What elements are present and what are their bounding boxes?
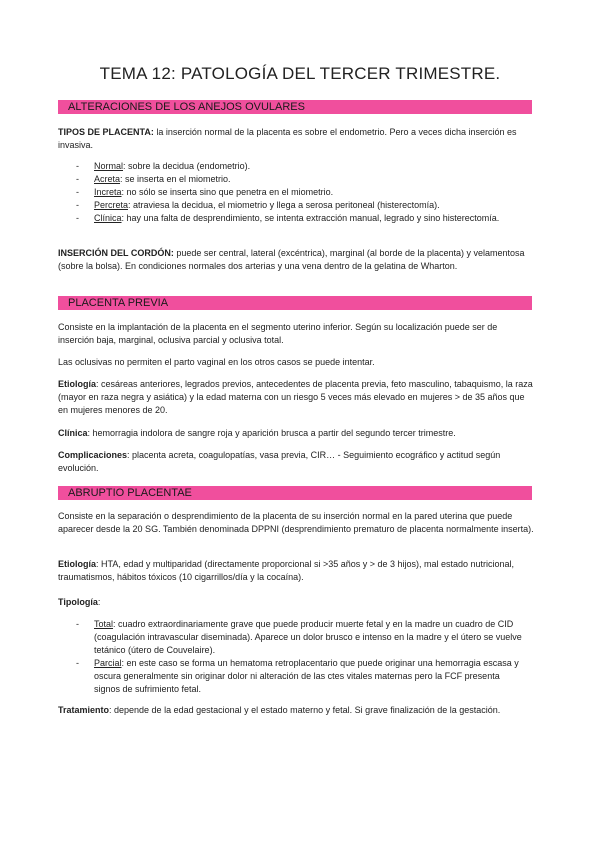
list-term: Percreta xyxy=(94,200,129,210)
list-text: : no sólo se inserta sino que penetra en el miometrio. xyxy=(121,187,334,197)
paragraph-abruptio-intro: Consiste en la separación o desprendimiento de la placenta de su inserción normal en la pared uterina que puede aparecer desde la 20 SG. También denominada DPPNI (desprendimiento prematuro de placenta normalmente inserta). xyxy=(58,511,534,534)
paragraph-complicaciones xyxy=(58,449,534,475)
section-heading-text: ALTERACIONES DE LOS ANEJOS OVULARES xyxy=(68,101,305,113)
page-title: TEMA 12: PATOLOGÍA DEL TERCER TRIMESTRE. xyxy=(99,64,501,83)
list-text: : hay una falta de desprendimiento, se intenta extracción manual, legrado y sino histerectomía. xyxy=(121,213,500,223)
paragraph-tipos-placenta xyxy=(58,126,534,152)
section-heading-anejos xyxy=(58,100,532,114)
paragraph-etiologia-abruptio xyxy=(58,558,534,584)
paragraph-oclusivas: Las oclusivas no permiten el parto vaginal en los otros casos se puede intentar. xyxy=(58,357,375,367)
text-complicaciones: : placenta acreta, coagulopatías, vasa previa, CIR… - Seguimiento ecográfico y actitud según evolución. xyxy=(58,450,501,473)
paragraph-etiologia-previa xyxy=(58,378,534,417)
list-text: : cuadro extraordinariamente grave que puede producir muerte fetal y en la madre un cuadro de CID (coagulación intravascular diseminada). Aparece un dolor brusco e intenso en la madre y el útero se vuelve tetánico (útero de Couvelaire). xyxy=(94,619,522,655)
paragraph-placenta-previa-intro: Consiste en la implantación de la placenta en el segmento uterino inferior. Según su localización puede ser de inserción baja, marginal, oclusiva parcial y oclusiva total. xyxy=(58,322,498,345)
list-term: Increta xyxy=(94,187,122,197)
text-tratamiento: : depende de la edad gestacional y el estado materno y fetal. Si grave finalización de la gestación. xyxy=(109,705,501,715)
list-term: Normal xyxy=(94,161,124,171)
label-tipos-placenta: TIPOS DE PLACENTA: xyxy=(58,127,154,137)
list-term: Clínica xyxy=(94,213,122,223)
list-text: : se inserta en el miometrio. xyxy=(120,174,231,184)
text-etiologia: : cesáreas anteriores, legrados previos, antecedentes de placenta previa, feto masculino, tabaquismo, la raza (mayor en raza negra y asiática) y la edad materna con un riesgo 5 veces más elevado en mujeres > de 35 años que en mujeres menores de 20. xyxy=(58,379,533,415)
list-text: : sobre la decidua (endometrio). xyxy=(123,161,251,171)
paragraph-tipologia xyxy=(58,596,534,609)
paragraph-clinica-previa xyxy=(58,427,534,440)
list-text: : atraviesa la decidua, el miometrio y llega a serosa peritoneal (histerectomía). xyxy=(128,200,440,210)
document-page: TEMA 12: PATOLOGÍA DEL TERCER TRIMESTRE. ALTERACIONES DE LOS ANEJOS OVULARES TIPOS DE PLACENTA: la inserción normal de la placenta es sobre el endometrio. Pero a veces dicha inserción es invasiva. - Normal: sobre la decidua (endometrio). - Acreta: se inserta en el miometrio. - Increta: no sólo se inserta sino que penetra en el miometrio. - Percreta: atraviesa la decidua, el miometrio y llega a serosa peritoneal (histerectomía). - Clínica: hay una falta de desprendimiento, se intenta extracción manual, legrado y sino histerectomía. INSERCIÓN DEL CORDÓN: puede ser central, lateral (excéntrica), marginal (al borde de la placenta) y velamentosa (sobre la bolsa). En condiciones normales dos arterias y una vena dentro de la gelatina de Wharton. PLACENTA PREVIA Consiste en la implantación de la placenta en el segmento uterino inferior. Según su localización puede ser de inserción baja, marginal, oclusiva parcial y oclusiva total. Las oclusivas no permiten el parto vaginal en los otros casos se puede intentar. Etiología: cesáreas anteriores, legrados previos, antecedentes de placenta previa, feto masculino, tabaquismo, la raza (mayor en raza negra y asiática) y la edad materna con un riesgo 5 veces más elevado en mujeres > de 35 años que en mujeres menores de 20. Clínica: hemorragia indolora de sangre roja y aparición brusca a partir del segundo tercer trimestre. Complicaciones: placenta acreta, coagulopatías, vasa previa, CIR… - Seguimiento ecográfico y actitud según evolución. ABRUPTIO PLACENTAE Consiste en la separación o desprendimiento de la placenta de su inserción normal en la pared uterina que puede aparecer desde la 20 SG. También denominada DPPNI (desprendimiento prematuro de placenta normalmente inserta). Etiología: HTA, edad y multiparidad (directamente proporcional si >35 años y > de 3 hijos), mal estado nutricional, traumatismos, hábitos tóxicos (10 cigarrillos/día y la cocaína). Tipología: - Total: cuadro extraordinariamente grave que puede producir muerte fetal y en la madre un cuadro de CID (coagulación intravascular diseminada). Aparece un dolor brusco e intenso en la madre y el útero se vuelve tetánico (útero de Couvelaire). - Parcial: en este caso se forma un hematoma retroplacentario que puede originar una hemorragia escasa y oscura generalmente sin originar dolor ni alteración de las ctes vitales maternas pero la FCF presenta signos de sufrimiento fetal. Tratamiento: depende de la edad gestacional y el estado materno y fetal. Si grave finalización de la gestación. xyxy=(0,0,600,848)
label-clinica: Clínica xyxy=(58,428,88,438)
label-tratamiento: Tratamiento xyxy=(58,705,110,715)
list-term: Acreta xyxy=(94,174,121,184)
label-tipologia: Tipología xyxy=(58,597,98,607)
section-heading-abruptio xyxy=(58,486,532,500)
list-term: Total xyxy=(94,619,114,629)
paragraph-insercion-cordon xyxy=(58,247,534,273)
section-heading-placenta-previa xyxy=(58,296,532,310)
label-complicaciones: Complicaciones xyxy=(58,450,128,460)
tipologia-colon: : xyxy=(97,597,101,607)
text-insercion-cordon: puede ser central, lateral (excéntrica), marginal (al borde de la placenta) y velamentosa (sobre la bolsa). En condiciones normales dos arterias y una vena dentro de la gelatina de Wharton. xyxy=(58,248,525,271)
section-heading-text: ABRUPTIO PLACENTAE xyxy=(68,487,192,499)
section-heading-text: PLACENTA PREVIA xyxy=(68,297,169,309)
label-etiologia: Etiología xyxy=(58,559,96,569)
list-term: Parcial xyxy=(94,658,122,668)
list-text: : en este caso se forma un hematoma retroplacentario que puede originar una hemorragia escasa y oscura generalmente sin originar dolor ni alteración de las ctes vitales maternas pero la FCF presenta signos de sufrimiento fetal. xyxy=(94,658,519,694)
paragraph-tratamiento xyxy=(58,704,534,717)
label-insercion-cordon: INSERCIÓN DEL CORDÓN: xyxy=(58,248,174,258)
label-etiologia: Etiología xyxy=(58,379,96,389)
text-etiologia: : HTA, edad y multiparidad (directamente proporcional si >35 años y > de 3 hijos), mal estado nutricional, traumatismos, hábitos tóxicos (10 cigarrillos/día y la cocaína). xyxy=(58,559,515,582)
text-tipos-placenta: la inserción normal de la placenta es sobre el endometrio. Pero a veces dicha inserción es invasiva. xyxy=(58,127,517,150)
text-clinica: : hemorragia indolora de sangre roja y aparición brusca a partir del segundo tercer trimestre. xyxy=(87,428,456,438)
